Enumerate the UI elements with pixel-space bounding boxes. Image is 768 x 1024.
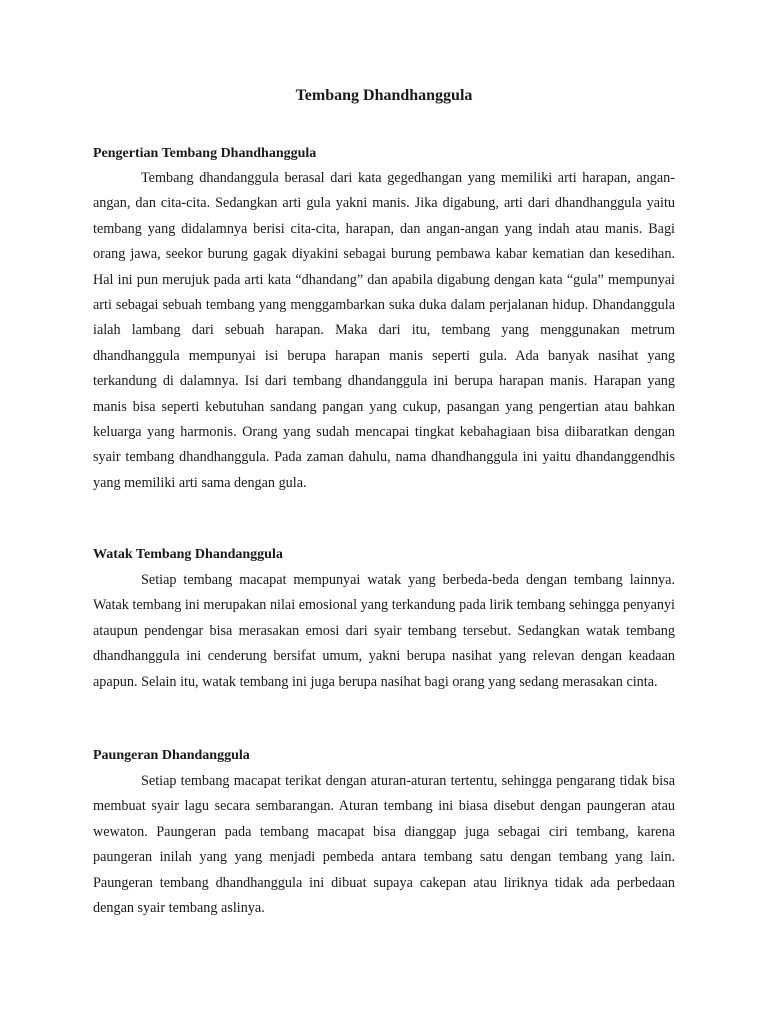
section-heading-watak: Watak Tembang Dhandanggula [93, 547, 283, 562]
section-heading-paungeran: Paungeran Dhandanggula [93, 748, 250, 763]
section-paragraph-watak: Setiap tembang macapat mempunyai watak yang berbeda-beda dengan tembang lainnya. Watak tembang ini merupakan nilai emosional yang terkandung pada lirik tembang sehingga penyanyi ataupun pendengar bisa merasakan emosi dari syair tembang tersebut. Sedangkan watak tembang dhandhanggula ini cenderung bersifat umum, yakni berupa nasihat yang relevan dengan keadaan apapun. Selain itu, watak tembang ini juga berupa nasihat bagi orang yang sedang merasakan cinta. [93, 572, 675, 690]
document-title: Tembang Dhandhanggula [295, 87, 473, 104]
section-paragraph-pengertian: Tembang dhandanggula berasal dari kata gegedhangan yang memiliki arti harapan, angan-angan, dan cita-cita. Sedangkan arti gula yakni manis. Jika digabung, arti dari dhandhanggula yaitu tembang yang didalamnya berisi cita-cita, harapan, dan angan-angan yang indah atau manis. Bagi orang jawa, seekor burung gagak diyakini sebagai burung pembawa kabar kematian dan kesedihan. Hal ini pun merujuk pada arti kata “dhandang” dan apabila digabung dengan kata “gula” mempunyai arti sebagai sebuah tembang yang menggambarkan suka duka dalam perjalanan hidup. Dhandanggula ialah lambang dari sebuah harapan. Maka dari itu, tembang yang menggunakan metrum dhandhanggula mempunyai isi berupa harapan manis seperti gula. Ada banyak nasihat yang terkandung di dalamnya. Isi dari tembang dhandanggula ini berupa harapan manis. Harapan yang manis bisa seperti kebutuhan sandang pangan yang cukup, pasangan yang pengertian atau bahkan keluarga yang harmonis. Orang yang sudah mencapai tingkat kebahagiaan bisa diibaratkan dengan syair tembang dhandhanggula. Pada zaman dahulu, nama dhandhanggula ini yaitu dhandanggendhis yang memiliki arti sama dengan gula. [93, 170, 675, 491]
section-heading-pengertian: Pengertian Tembang Dhandhanggula [93, 146, 317, 161]
section-paragraph-paungeran: Setiap tembang macapat terikat dengan aturan-aturan tertentu, sehingga pengarang tidak bisa membuat syair lagu secara sembarangan. Aturan tembang ini biasa disebut dengan paungeran atau wewaton. Paungeran pada tembang macapat bisa dianggap juga sebagai ciri tembang, karena paungeran inilah yang yang menjadi pembeda antara tembang satu dengan tembang yang lain. Paungeran tembang dhandhanggula ini dibuat supaya cakepan atau liriknya tidak ada perbedaan dengan syair tembang aslinya. [93, 773, 675, 917]
